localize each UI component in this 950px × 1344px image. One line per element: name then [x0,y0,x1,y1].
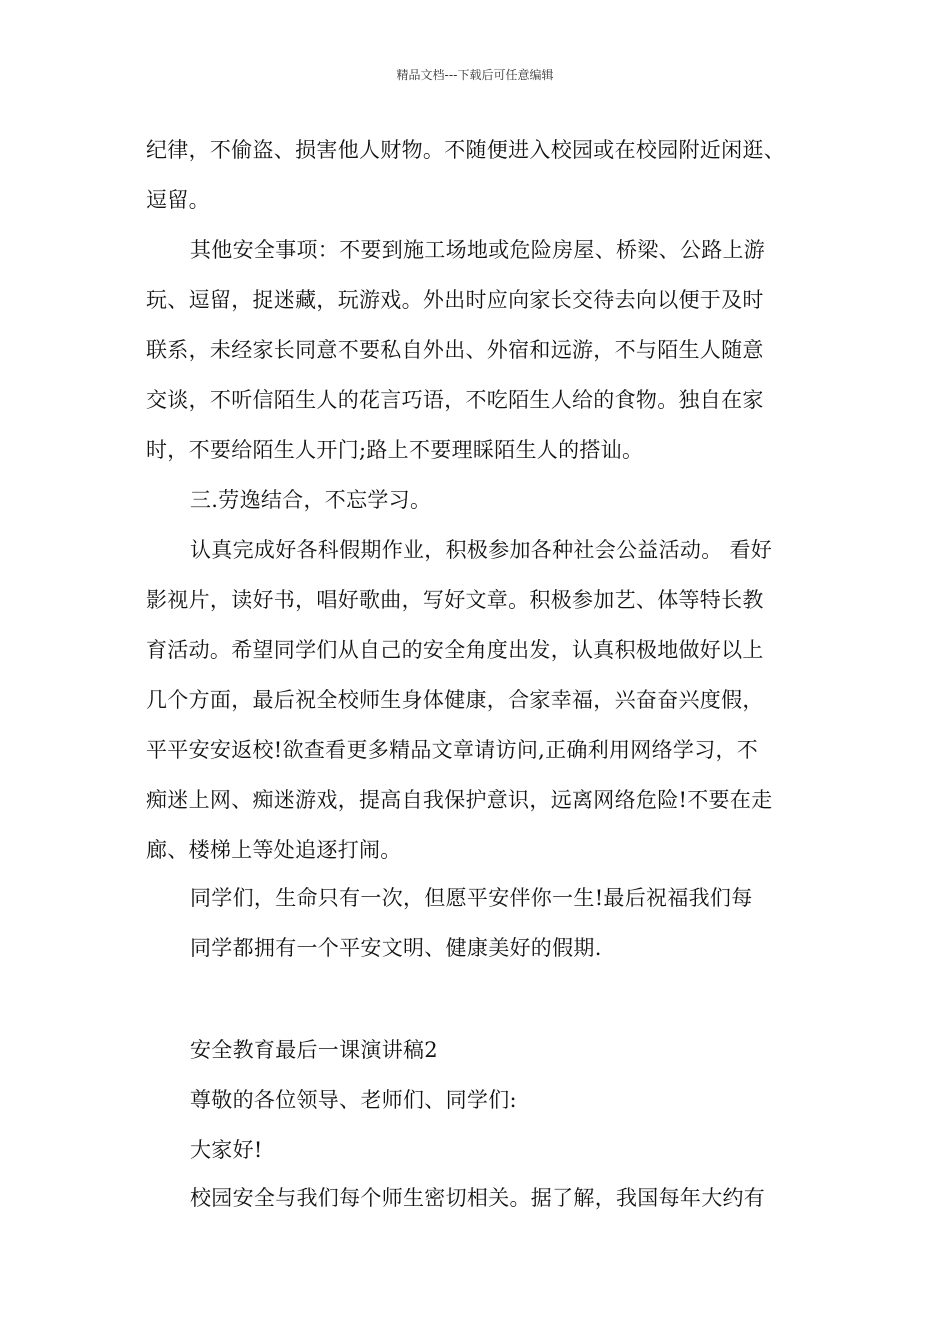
text-line: 同学都拥有一个平安文明、健康美好的假期. [190,936,602,960]
text-line: 联系，未经家长同意不要私自外出、外宿和远游，不与陌生人随意 [146,338,764,362]
text-line: 逗留。 [146,188,210,212]
text-line: 廊、楼梯上等处追逐打闹。 [146,838,402,862]
speech-title: 安全教育最后一课演讲稿2 [190,1038,438,1062]
page-header: 精品文档---下载后可任意编辑 [396,68,554,82]
text-line: 时，不要给陌生人开门;路上不要理睬陌生人的搭讪。 [146,438,644,462]
text-line: 育活动。希望同学们从自己的安全角度出发，认真积极地做好以上 [146,638,764,662]
text-line: 其他安全事项：不要到施工场地或危险房屋、桥梁、公路上游 [190,238,766,262]
text-line: 玩、逗留，捉迷藏，玩游戏。外出时应向家长交待去向以便于及时 [146,288,764,312]
salutation: 尊敬的各位领导、老师们、同学们: [190,1088,517,1112]
section-heading: 三.劳逸结合，不忘学习。 [190,488,432,512]
text-line: 同学们，生命只有一次，但愿平安伴你一生!最后祝福我们每 [190,886,753,910]
text-line: 痴迷上网、痴迷游戏，提高自我保护意识，远离网络危险!不要在走 [146,788,773,812]
text-line: 平平安安返校!欲查看更多精品文章请访问,正确利用网络学习，不 [146,738,759,762]
text-line: 认真完成好各科假期作业，积极参加各种社会公益活动。 看好 [190,538,773,562]
text-line: 交谈，不听信陌生人的花言巧语，不吃陌生人给的食物。独自在家 [146,388,764,412]
greeting: 大家好! [190,1138,263,1162]
text-line: 纪律，不偷盗、损害他人财物。不随便进入校园或在校园附近闲逛、 [146,138,785,162]
text-line: 影视片，读好书，唱好歌曲，写好文章。积极参加艺、体等特长教 [146,588,764,612]
text-line: 几个方面，最后祝全校师生身体健康，合家幸福，兴奋奋兴度假， [146,688,764,712]
text-line: 校园安全与我们每个师生密切相关。据了解，我国每年大约有 [190,1186,766,1210]
